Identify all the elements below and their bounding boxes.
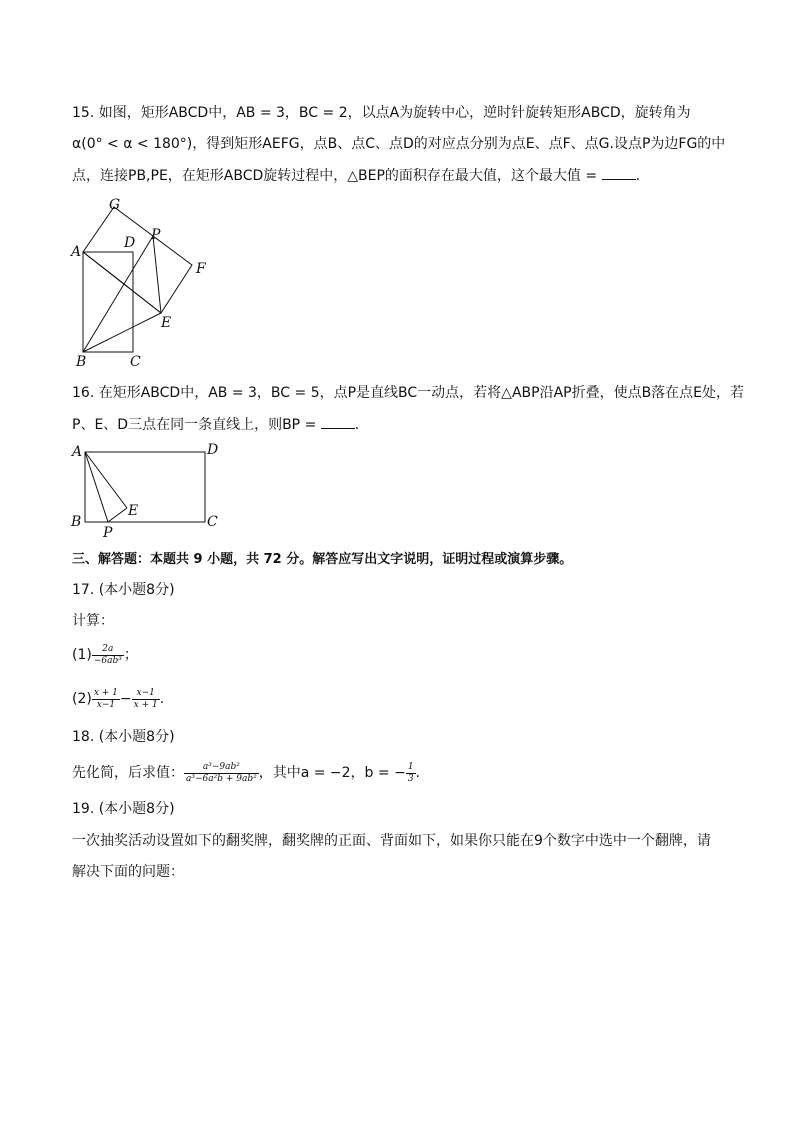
q16-line2-end: .	[354, 417, 360, 433]
q16-line1: 16. 在矩形ABCD中，AB = 3，BC = 5，点P是直线BC一动点，若将△ABP沿AP折叠，使点B落在点E处，若	[72, 385, 745, 401]
label-d: D	[124, 235, 136, 251]
segment-ae	[83, 252, 161, 313]
punct: ；	[123, 647, 138, 663]
segment-pe	[108, 508, 127, 522]
label-g: G	[109, 197, 121, 213]
label-d: D	[207, 442, 219, 458]
part-label: (2)	[72, 691, 92, 707]
q15-line3	[72, 165, 640, 186]
q15-figure	[66, 192, 216, 372]
numerator: x + 1	[93, 687, 118, 698]
punct: .	[159, 691, 165, 707]
q15-line1: 15. 如图，矩形ABCD中，AB = 3，BC = 2，以点A为旋转中心，逆时针旋转矩形ABCD，旋转角为	[72, 105, 691, 121]
q17-intro: 计算：	[72, 613, 114, 629]
denominator: −6ab³	[93, 655, 122, 666]
label-e: E	[128, 503, 139, 519]
label-a: A	[71, 244, 82, 260]
fraction	[184, 762, 259, 785]
q15-line2: α(0° < α < 180°)，得到矩形AEFG，点B、点C、点D的对应点分别为点E、点F、点G.设点P为边FG的中	[72, 136, 726, 152]
label-p: P	[103, 525, 113, 540]
q17-header: 17. (本小题8分)	[72, 582, 175, 598]
label-c: C	[130, 354, 141, 370]
rect-abcd	[83, 252, 133, 352]
q18-condition: ，其中a = −2，b = −	[258, 765, 406, 781]
label-a: A	[72, 444, 83, 460]
denominator: x + 1	[133, 699, 158, 710]
rect-abcd	[85, 452, 205, 522]
rect-aefg	[83, 207, 192, 313]
q16-line2-text: P、E、D三点在同一条直线上，则BP =	[72, 417, 317, 433]
numerator: 2a	[92, 644, 124, 656]
segment-pe	[153, 236, 161, 313]
punct: .	[415, 765, 420, 781]
fraction	[92, 644, 124, 667]
label-f: F	[196, 261, 206, 277]
denominator: 3	[407, 773, 414, 784]
label-b: B	[76, 354, 87, 370]
label-e: E	[161, 315, 172, 331]
fraction	[132, 688, 160, 711]
q15-line3-end: .	[635, 168, 641, 184]
numerator: x−1	[132, 688, 160, 700]
denominator: a³−6a²b + 9ab²	[186, 773, 257, 784]
q18-header: 18. (本小题8分)	[72, 729, 175, 745]
part-label: (1)	[72, 647, 92, 663]
q17-part1	[72, 640, 138, 670]
q16-line2	[72, 414, 359, 435]
q19-line1: 一次抽奖活动设置如下的翻奖牌，翻奖牌的正面、背面如下，如果你只能在9个数字中选中一个翻牌，请	[72, 833, 711, 849]
segment-ap	[85, 452, 108, 522]
numerator: a³−9ab²	[184, 762, 259, 774]
denominator: x−1	[96, 699, 116, 710]
q16-figure	[66, 440, 236, 540]
label-c: C	[207, 514, 218, 530]
answer-blank	[321, 414, 355, 429]
label-p: P	[151, 227, 161, 243]
q17-part2	[72, 684, 164, 714]
fraction	[92, 688, 120, 711]
fraction	[406, 762, 416, 785]
q18-body	[72, 756, 420, 790]
q15-line3-text: 点，连接PB,PE，在矩形ABCD旋转过程中，△BEP的面积存在最大值，这个最大值 =	[72, 168, 598, 184]
operator: −	[119, 691, 132, 707]
q18-text: 先化简，后求值：	[72, 765, 184, 781]
label-b: B	[71, 514, 82, 530]
segment-ae	[85, 452, 127, 508]
q19-line2: 解决下面的问题：	[72, 864, 184, 880]
section-heading: 三、解答题：本题共 9 小题，共 72 分。解答应写出文字说明，证明过程或演算步骤。	[72, 552, 573, 567]
answer-blank	[602, 165, 636, 180]
numerator: 1	[407, 761, 414, 772]
q19-header: 19. (本小题8分)	[72, 801, 175, 817]
